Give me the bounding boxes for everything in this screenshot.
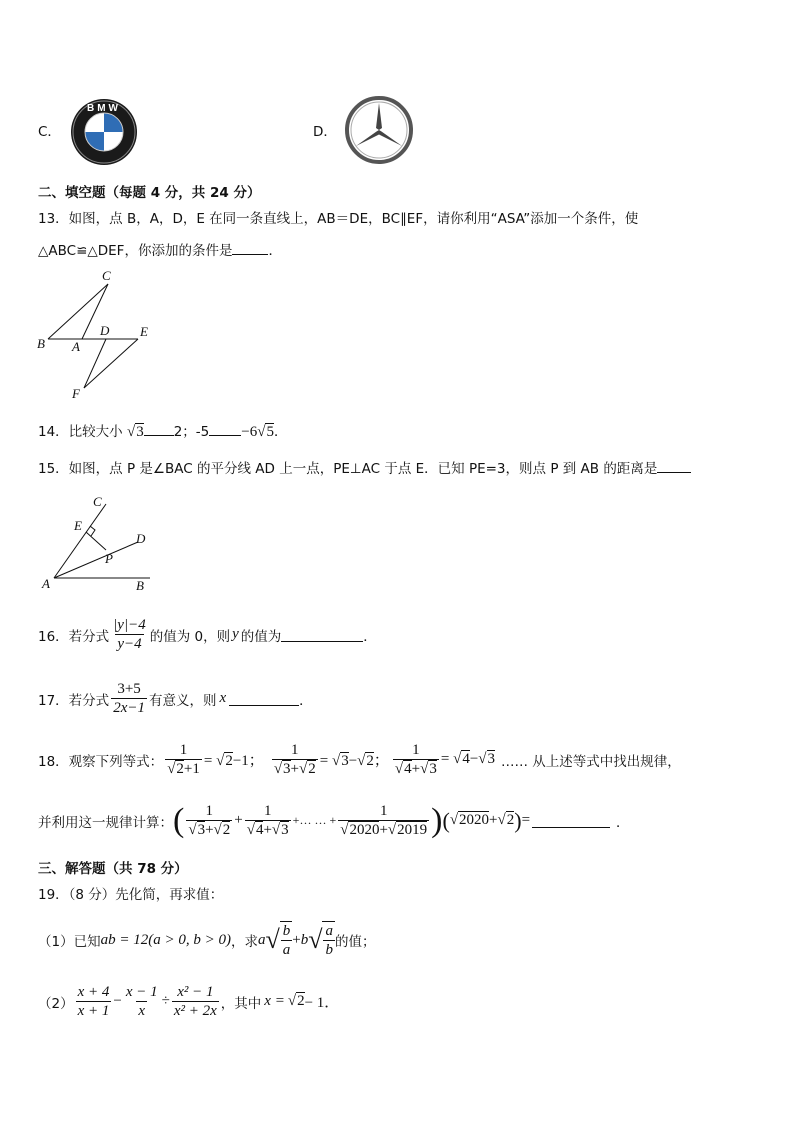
- q18-eq3-den-b: 3: [429, 761, 437, 777]
- q16-denominator: y−4: [117, 636, 142, 652]
- q18-eq1-rhs-a: 2: [225, 753, 233, 769]
- q14-mid: 2；-5: [173, 424, 210, 440]
- q17-answer-blank: [229, 691, 299, 706]
- q15-label-a: A: [42, 576, 50, 590]
- q19-p1-frac1-num: b: [282, 923, 291, 939]
- q14-blank-1: [144, 421, 174, 436]
- q19-p2-frac2: [124, 983, 160, 1020]
- q18-mult-a: 2020: [459, 812, 490, 828]
- q18-eq1-fraction: $\frac{1}{√2+1}$: [167, 742, 200, 777]
- q13-label-b: B: [37, 336, 45, 351]
- q15-label-b: B: [136, 578, 144, 590]
- q18-prefix: 18．观察下列等式：: [38, 753, 164, 770]
- q18-eq2-num: 1: [291, 742, 299, 758]
- q13-label-c: C: [102, 268, 111, 283]
- q15-label-c: C: [93, 494, 102, 509]
- q14-line: 14．比较大小 √3 2；-5 −6√5．: [38, 420, 287, 441]
- q16-numerator: |y|−4: [113, 617, 146, 633]
- q17-end: ．: [299, 692, 313, 709]
- q13-line1: 13．如图，点 B，A，D，E 在同一条直线上，AB＝DE，BC∥EF，请你利用“ASA”添加一个条件，使: [38, 211, 639, 227]
- q17-mid: 有意义，则: [148, 692, 217, 709]
- q16-line: [38, 616, 377, 653]
- q19-p2-sqrt: 2: [297, 993, 305, 1009]
- bmw-logo: [70, 98, 138, 166]
- q14-end: ．: [273, 424, 288, 440]
- q18-eq1-den-b: +1: [183, 761, 200, 777]
- q18-answer-blank: [532, 813, 610, 828]
- q18-end: ．: [616, 814, 630, 831]
- q14-blank-2: [209, 421, 241, 436]
- q17-fraction: [111, 680, 147, 717]
- q19-p1-frac1-den: a: [282, 942, 291, 958]
- q13-figure: [30, 266, 160, 402]
- q18-term2-a: 4: [255, 822, 264, 838]
- q18-term3: $\frac{1}{√2020+√2019}$: [340, 803, 428, 838]
- option-c-label: C．: [38, 124, 61, 140]
- q18-term1-num: 1: [205, 803, 214, 819]
- q13-line2: [38, 239, 282, 259]
- q19-part1: （1）已知 ab = 12(a > 0, b > 0) ，求 a √ $\frac{b}{a}$ + b √ $\frac{a}{b}$ 的值；: [38, 923, 376, 958]
- q13-line2-end: ．: [268, 243, 282, 259]
- section-2-title: 二、填空题（每题 4 分，共 24 分）: [38, 185, 261, 201]
- q17-line: [38, 680, 313, 717]
- q15-text: 15．如图，点 P 是∠BAC 的平分线 AD 上一点，PE⊥AC 于点 E．已知 PE=3，则点 P 到 AB 的距离是: [38, 461, 658, 477]
- q17-var: x: [219, 690, 227, 706]
- q19-p2-frac1: [76, 983, 112, 1020]
- section-3-title: 三、解答题（共 78 分）: [38, 861, 188, 877]
- q18-mult-b: 2: [506, 812, 515, 828]
- q19-p2-mid: ，其中: [220, 995, 262, 1012]
- q14-sqrt5: 5: [266, 424, 274, 440]
- q17-numerator: 3+5: [117, 681, 141, 697]
- q16-var: y: [232, 626, 239, 642]
- q19-p1-mid: ，求: [230, 934, 258, 950]
- q19-p1-condition: ab = 12(a > 0, b > 0): [100, 931, 231, 948]
- q19-p2-frac2-num: x − 1: [125, 984, 158, 1000]
- q19-p2-frac1-num: x + 4: [77, 984, 110, 1000]
- q19-p1-frac2-num: a: [325, 923, 333, 939]
- q17-prefix: 17．若分式: [38, 692, 110, 709]
- q18-eq3-fraction: $\frac{1}{√4+√3}$: [394, 742, 437, 777]
- q18-tail: …… 从上述等式中找出规律，: [501, 753, 681, 770]
- q13-answer-blank: [232, 240, 268, 255]
- q16-prefix: 16．若分式: [38, 628, 110, 645]
- q18-line2-prefix: 并利用这一规律计算：: [38, 814, 173, 831]
- q18-eq3-rhs-b: 3: [487, 751, 496, 767]
- q18-term2-num: 1: [263, 803, 272, 819]
- q19-p2-frac3-num: x² − 1: [177, 984, 214, 1000]
- q18-term1: $\frac{1}{√3+√2}$: [188, 803, 231, 838]
- q18-eq3-rhs-a: 4: [462, 751, 470, 767]
- q18-eq1-num: 1: [179, 742, 188, 758]
- q15-label-d: D: [136, 531, 146, 546]
- q16-suffix: 的值为: [240, 628, 282, 645]
- q13-label-a: A: [72, 339, 80, 354]
- q15-label-p: P: [105, 551, 113, 566]
- q16-end: ．: [363, 628, 377, 645]
- q18-term2: $\frac{1}{√4+√3}$: [246, 803, 289, 838]
- q16-answer-blank: [281, 627, 363, 642]
- q18-line1: 18．观察下列等式： $\frac{1}{√2+1}$ = √2−1； $\frac{1}{√3+√2}$ = √3−√2； $\frac{1}{√4+√3}$ = √4−√3 …… 从上述等式中找出规律，: [38, 742, 681, 777]
- q19-p2-frac3: [172, 983, 219, 1020]
- q17-denominator: 2x−1: [113, 700, 145, 716]
- q19-title: 19．（8 分）先化简，再求值：: [38, 887, 224, 903]
- q13-label-e: E: [140, 324, 148, 339]
- q19-p2-label: （2）: [38, 995, 74, 1012]
- q18-eq2-rhs-b: 2: [366, 753, 374, 769]
- q19-p1-frac2: [322, 921, 335, 959]
- q18-eq1-den-a: 2: [176, 761, 184, 777]
- q14-sqrt3: 3: [136, 424, 144, 440]
- q19-p1-end: 的值；: [334, 934, 376, 950]
- q13-label-d: D: [100, 323, 110, 338]
- q18-term3-num: 1: [379, 803, 388, 819]
- q18-eq2-fraction: $\frac{1}{√3+√2}$: [273, 742, 316, 777]
- q18-dots: +… … +: [292, 813, 337, 827]
- q19-p2-tail: − 1．: [304, 995, 340, 1011]
- option-d-label: D．: [313, 124, 337, 140]
- q19-part2: （2） $\frac{x + 4}{x + 1}$ − $\frac{x - 1}{x}$ ÷ $\frac{\text{x² − 1}}{\text{x² + 2x}}$ ，其中 x = √2 − 1．: [38, 984, 340, 1019]
- q16-fraction: [111, 616, 148, 653]
- q19-p2-frac3-den: x² + 2x: [173, 1003, 217, 1019]
- q15-label-e: E: [74, 518, 82, 533]
- q15-figure: [38, 490, 158, 590]
- q13-label-f: F: [72, 386, 80, 401]
- q19-p1-label: （1）已知: [38, 934, 101, 950]
- q18-eq3-num: 1: [412, 742, 420, 758]
- q18-eq1-rhs-b: −1；: [232, 753, 264, 769]
- q13-line2-text: △ABC≌△DEF，你添加的条件是: [38, 243, 233, 259]
- q18-term2-b: 3: [281, 822, 289, 838]
- q16-mid: 的值为 0，则: [149, 628, 231, 645]
- q18-eq2-rhs-a: 3: [341, 753, 349, 769]
- q18-term1-b: 2: [222, 822, 231, 838]
- q18-term3-b: 2019: [397, 822, 428, 838]
- q15-line: [38, 457, 691, 477]
- q19-p2-frac2-den: x: [138, 1003, 146, 1019]
- bmw-logo-text: BMW: [87, 103, 121, 114]
- q18-eq2-den-a: 3: [283, 761, 291, 777]
- mercedes-logo: [344, 95, 414, 165]
- q19-p2-frac1-den: x + 1: [77, 1003, 110, 1019]
- q15-answer-blank: [657, 458, 691, 473]
- q18-eq3-den-a: 4: [404, 761, 412, 777]
- q14-neg6: −6: [241, 424, 258, 440]
- q18-eq2-den-b: 2: [308, 761, 316, 777]
- q19-p1-frac2-den: b: [325, 942, 333, 958]
- q14-prefix: 14．比较大小: [38, 424, 123, 440]
- q18-line2: 并利用这一规律计算： ( $\frac{1}{√3+√2}$ + $\frac{1}{√4+√3}$ +… … + $\frac{1}{√2020+√2019}$ ) ( √2020+√2 ) = ．: [38, 801, 630, 839]
- q18-term1-a: 3: [197, 822, 206, 838]
- q19-p2-x: x =: [264, 993, 285, 1009]
- q18-term3-a: 2020: [349, 822, 380, 838]
- q19-p1-frac1: [280, 921, 293, 959]
